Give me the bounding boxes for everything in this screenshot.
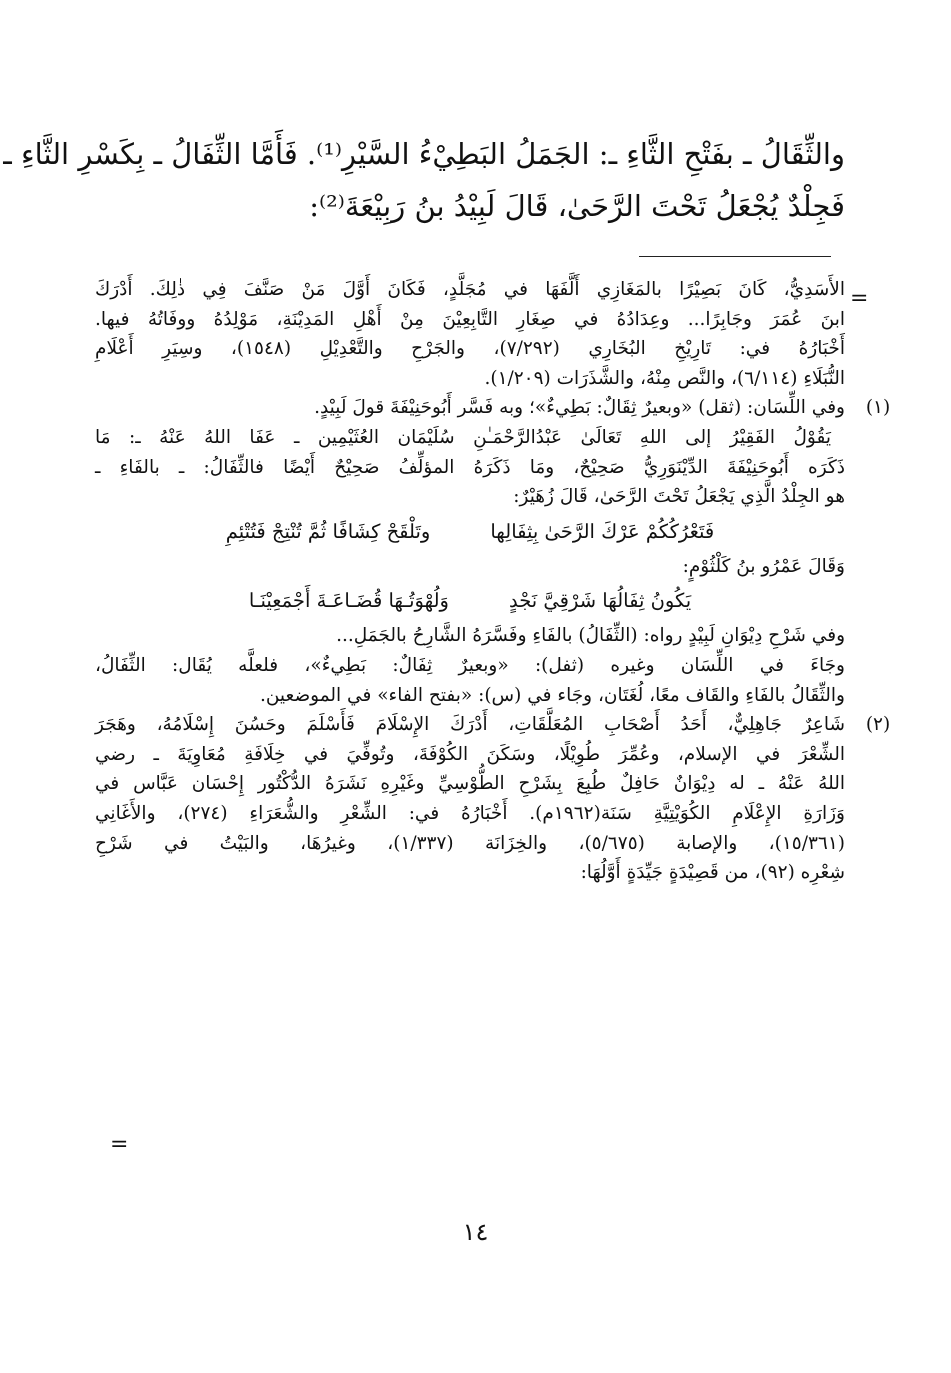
verse-second-hemistich: وَلُهْوَتُـهَا قُضَـاعَـةَ أَجْمَعِيْنَـا <box>248 589 449 613</box>
footnote-line: وجَاءَ في اللِّسَان وغيره (ثفل): «وبعيرٌ ثِفَالٌ: بَطِيءٌ»، فلعلَّه يُقَال: الثِّفَالُ، <box>95 654 845 676</box>
verse-zuhair <box>95 512 845 552</box>
main-text-line: فَجِلْدٌ يُجْعَلُ تَحْتَ الرَّحَىٰ، قَالَ لَبِيْدُ بنُ رَبِيْعَةَ⁽²⁾: <box>309 189 845 223</box>
footnote-line: وفي اللِّسَان: (ثقل) «وبعيرٌ ثِقَالٌ: بَطِيءٌ»؛ وبه فَسَّر أَبُوحَنِيْفَةَ قولَ لَبِيْدٍ. <box>314 397 845 419</box>
footnote-line: (١٥/٣٦١)، والإصابة (٥/٦٧٥)، والخِزَانَة (١/٣٣٧)، وغيرُهَا، والبَيْتُ في شَرْحِ <box>95 832 845 854</box>
footnote-line: أَخْبَارُهُ في: تَارِيْخِ البُخَارِي (٧/٢٩٢)، والجَرْحِ والتَّعْدِيْلِ (١٥٤٨)، وسِيَرِ أَعْلَامِ <box>95 338 845 360</box>
continuation-mark-top: = <box>850 286 869 311</box>
footnote-line: وفي شَرْحِ دِيْوَانِ لَبِيْدٍ رواه: (الثِّفَالُ) بالفَاءِ وفَسَّرَهُ الشَّارِحُ بالجَمَلِ... <box>336 625 845 647</box>
footnote-line: وَقَالَ عَمْرُو بنُ كَلْثُوْمٍ: <box>682 555 845 577</box>
footnote-1 <box>95 393 891 710</box>
footnote-line: والثِّقَالُ بالفَاءِ والقَاف معًا، لُغَتَان، وجَاء في (س): «بفتح الفاء» في الموضعين. <box>259 684 845 706</box>
footnote-number: (١) <box>865 397 891 419</box>
footnote-line: النُّبَلَاءِ (٦/١١٤)، والنَّص مِنْهُ، والشَّذَرَات (١/٢٠٩). <box>484 367 845 389</box>
footnote-line: يَقُوْلُ الفَقِيْرُ إلى اللهِ تَعَالَىٰ عَبْدُالرَّحْمَـٰنِ سُلَيْمَان العُثَيْمِين ـ عَفَا اللهُ عَنْهُ ـ: مَا <box>95 426 831 448</box>
footnote-line: الأَسَدِيُّ، كَانَ بَصِيْرًا بالمَغَازِي أَلَّفَهَا في مُجَلَّدٍ، فَكَانَ أَوَّلَ مَنْ صَنَّفَ فِي ذٰلِكَ. أَدْرَكَ <box>95 279 845 300</box>
footnote-line: هو الجِلْدُ الَّذِي يَجْعَلُ تَحْتَ الرَّحَىٰ، قَالَ زُهَيْرٌ: <box>513 486 845 508</box>
main-text <box>3 128 845 232</box>
footnote-continuation <box>95 275 845 393</box>
verse-second-hemistich: وتَلْقَحْ كِشَافًا ثُمَّ تُنْتِجْ فَتُتْئِمِ <box>225 519 431 543</box>
footnote-number: (٢) <box>865 714 891 736</box>
footnote-separator <box>639 256 831 257</box>
footnote-line: وَزَارَةِ الإِعْلَامِ الكُوَيْتِيَّةِ سَنَة(١٩٦٢م). أَخْبَارُهُ في: الشِّعْرِ والشُّعَرَاءِ (٢٧٤)، والأَغَانِي <box>95 802 845 824</box>
verse-first-hemistich: فَتَعْرُكُكُمْ عَرْكَ الرَّحَىٰ بِثِفَالِها <box>490 519 715 543</box>
footnote-line: شَاعِرٌ جَاهِلِيٌّ، أَحَدُ أَصْحَابِ المُعَلَّقَاتِ، أَدْرَكَ الإِسْلَامَ فَأَسْلَمَ وحَسُنَ إِسْلَامُهُ، وهَجَرَ <box>95 714 845 736</box>
page-number: ١٤ <box>462 1218 489 1246</box>
footnote-line: اللهُ عَنْهُ ـ له دِيْوَانٌ حَافِلٌ طُبِعَ بِشَرْحِ الطُّوْسِيِّ وغَيْرِهِ نَشَرَهُ الدُّكْتُور إِحْسَان عَبَّاس في <box>95 773 845 795</box>
main-text-line: والثِّقَالُ ـ بفَتْحِ الثَّاءِ ـ: الجَمَلُ البَطِيْءُ السَّيْرِ⁽¹⁾. فَأَمَّا الثِّفَالُ ـ بِكَسْرِ الثَّاءِ ـ <box>3 137 845 171</box>
footnote-2 <box>95 710 891 888</box>
verse-first-hemistich: يَكُونُ ثِفَالُهَا شَرْقِيَّ نَجْدٍ <box>508 589 692 613</box>
footnote-line: ابنَ عُمَرَ وجَابِرًا... وعِدَادُهُ في صِغَارِ التَّابِعِيْنَ مِنْ أَهْلِ المَدِيْنَةِ، مَوْلِدُهُ ووفَاتُهُ فيها. <box>95 308 845 330</box>
verse-amr <box>95 581 845 621</box>
continuation-mark-bottom: = <box>110 1132 129 1157</box>
footnote-line: الشِّعْرَ في الإسلام، وعُمِّرَ طُوِيْلًا، وسَكَنَ الكُوْفَةَ، وتُوفِّيَ في خِلَافَةِ مُعَاوِيَةَ ـ رضي <box>95 743 845 765</box>
footnotes <box>95 275 891 888</box>
footnote-line: شِعْرِه (٩٢)، من قَصِيْدَةٍ جَيِّدَةٍ أَوَّلُهَا: <box>580 862 845 884</box>
footnote-line: ذَكَرَه أَبُوحَنِيْفَةَ الدِّيْنَوَرِيُّ صَحِيْحٌ، ومَا ذَكَرَهُ المؤلِّفُ صَحِيْحٌ أَيْضًا فالثِّفَالُ: ـ بالفَاءِ ـ <box>95 456 845 478</box>
